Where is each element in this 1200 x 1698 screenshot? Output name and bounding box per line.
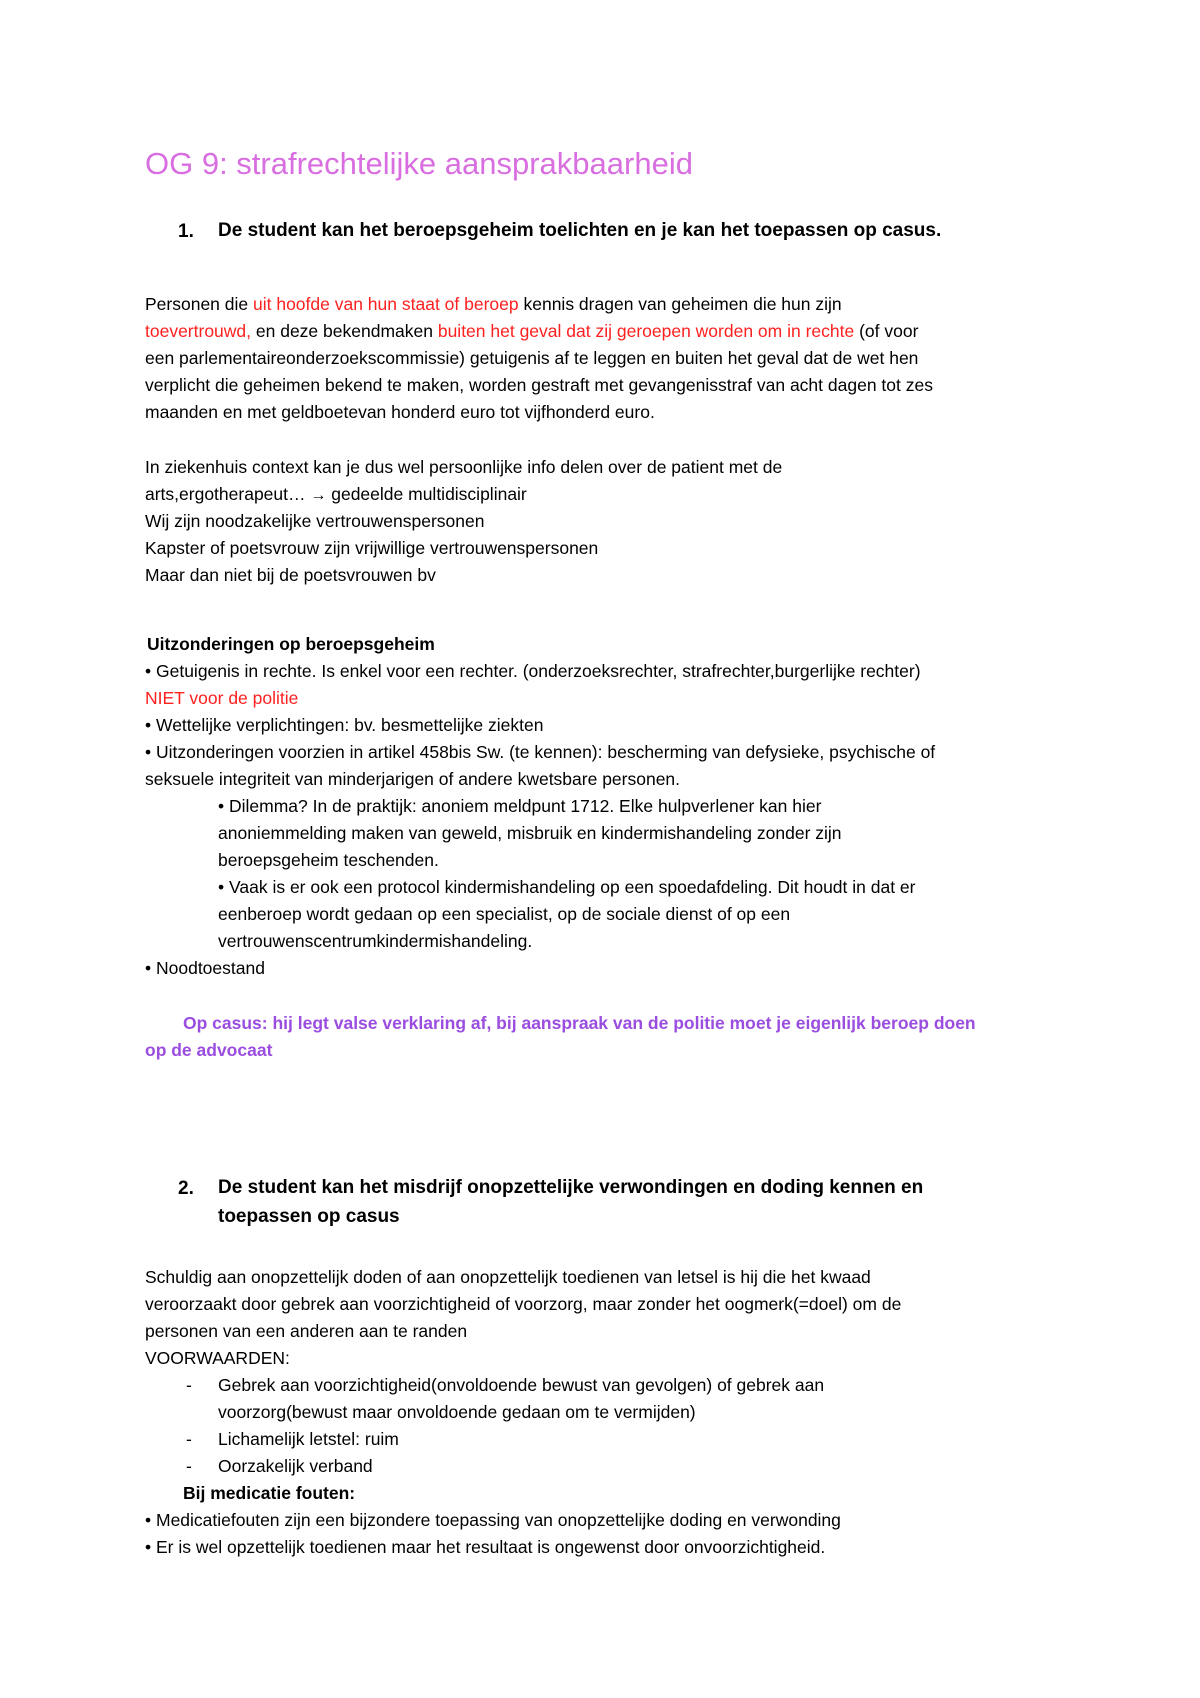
section-2-heading-continued: toepassen op casus xyxy=(218,1206,400,1227)
medication-heading: Bij medicatie fouten: xyxy=(183,1483,356,1503)
dash-bullet: - xyxy=(186,1375,192,1395)
paragraph-line: Personen die uit hoofde van hun staat of beroep kennis dragen van geheimen die hun zijn xyxy=(145,294,842,314)
list-item: • Er is wel opzettelijk toedienen maar het resultaat is ongewenst door onvoorzichtigheid. xyxy=(145,1537,826,1557)
paragraph-line: Wij zijn noodzakelijke vertrouwenspersonen xyxy=(145,511,485,531)
sub-list-item-continued: anoniemmelding maken van geweld, misbruik en kindermishandeling zonder zijn xyxy=(218,823,842,843)
dash-bullet: - xyxy=(186,1456,192,1476)
conditions-label: VOORWAARDEN: xyxy=(145,1348,290,1368)
sub-list-item: • Vaak is er ook een protocol kindermishandeling op een spoedafdeling. Dit houdt in dat er xyxy=(218,877,916,897)
casus-note-continued: op de advocaat xyxy=(145,1040,273,1060)
section-2-number: 2. xyxy=(178,1178,194,1199)
sub-list-item-continued: eenberoep wordt gedaan op een specialist, op de sociale dienst of op een xyxy=(218,904,791,924)
list-item: • Medicatiefouten zijn een bijzondere toepassing van onopzettelijke doding en verwonding xyxy=(145,1510,841,1530)
list-item-note: NIET voor de politie xyxy=(145,688,299,708)
paragraph-line: personen van een anderen aan te randen xyxy=(145,1321,468,1341)
list-item: • Noodtoestand xyxy=(145,958,265,978)
paragraph-line: veroorzaakt door gebrek aan voorzichtigheid of voorzorg, maar zonder het oogmerk(=doel) om de xyxy=(145,1294,902,1314)
paragraph-line: Kapster of poetsvrouw zijn vrijwillige vertrouwenspersonen xyxy=(145,538,599,558)
list-item: • Uitzonderingen voorzien in artikel 458bis Sw. (te kennen): bescherming van defysieke, psychische of xyxy=(145,742,936,762)
list-item: • Getuigenis in rechte. Is enkel voor een rechter. (onderzoeksrechter, strafrechter,burgerlijke rechter) xyxy=(145,661,921,681)
paragraph-line: maanden en met geldboetevan honderd euro tot vijfhonderd euro. xyxy=(145,402,655,422)
section-2-heading: De student kan het misdrijf onopzettelijke verwondingen en doding kennen en xyxy=(218,1177,924,1198)
sub-list-item-continued: vertrouwenscentrumkindermishandeling. xyxy=(218,931,533,951)
paragraph-line: arts,ergotherapeut… → gedeelde multidisciplinair xyxy=(145,484,527,504)
condition-item: Oorzakelijk verband xyxy=(218,1456,373,1476)
paragraph-line: In ziekenhuis context kan je dus wel persoonlijke info delen over de patient met de xyxy=(145,457,783,477)
casus-note: Op casus: hij legt valse verklaring af, bij aanspraak van de politie moet je eigenlijk beroep doen xyxy=(183,1013,976,1033)
section-1-heading: De student kan het beroepsgeheim toelichten en je kan het toepassen op casus. xyxy=(218,220,942,241)
paragraph-line: Maar dan niet bij de poetsvrouwen bv xyxy=(145,565,436,585)
condition-item: Gebrek aan voorzichtigheid(onvoldoende bewust van gevolgen) of gebrek aan xyxy=(218,1375,825,1395)
list-item: • Wettelijke verplichtingen: bv. besmettelijke ziekten xyxy=(145,715,544,735)
paragraph-line: toevertrouwd, en deze bekendmaken buiten het geval dat zij geroepen worden om in rechte (of voor xyxy=(145,321,919,341)
paragraph-line: verplicht die geheimen bekend te maken, worden gestraft met gevangenisstraf van acht dagen tot zes xyxy=(145,375,933,395)
section-1-number: 1. xyxy=(178,221,194,242)
sub-list-item-continued: beroepsgeheim teschenden. xyxy=(218,850,439,870)
condition-item: Lichamelijk letstel: ruim xyxy=(218,1429,399,1449)
right-arrow-icon: → xyxy=(310,487,327,504)
dash-bullet: - xyxy=(186,1429,192,1449)
paragraph-line: een parlementaireonderzoekscommissie) getuigenis af te leggen en buiten het geval dat de wet hen xyxy=(145,348,919,368)
sub-list-item: • Dilemma? In de praktijk: anoniem meldpunt 1712. Elke hulpverlener kan hier xyxy=(218,796,822,816)
exceptions-heading: Uitzonderingen op beroepsgeheim xyxy=(147,634,435,654)
paragraph-line: Schuldig aan onopzettelijk doden of aan onopzettelijk toedienen van letsel is hij die het kwaad xyxy=(145,1267,871,1287)
condition-item-continued: voorzorg(bewust maar onvoldoende gedaan om te vermijden) xyxy=(218,1402,696,1422)
list-item-continued: seksuele integriteit van minderjarigen of andere kwetsbare personen. xyxy=(145,769,681,789)
page-title: OG 9: strafrechtelijke aansprakbaarheid xyxy=(145,146,693,181)
